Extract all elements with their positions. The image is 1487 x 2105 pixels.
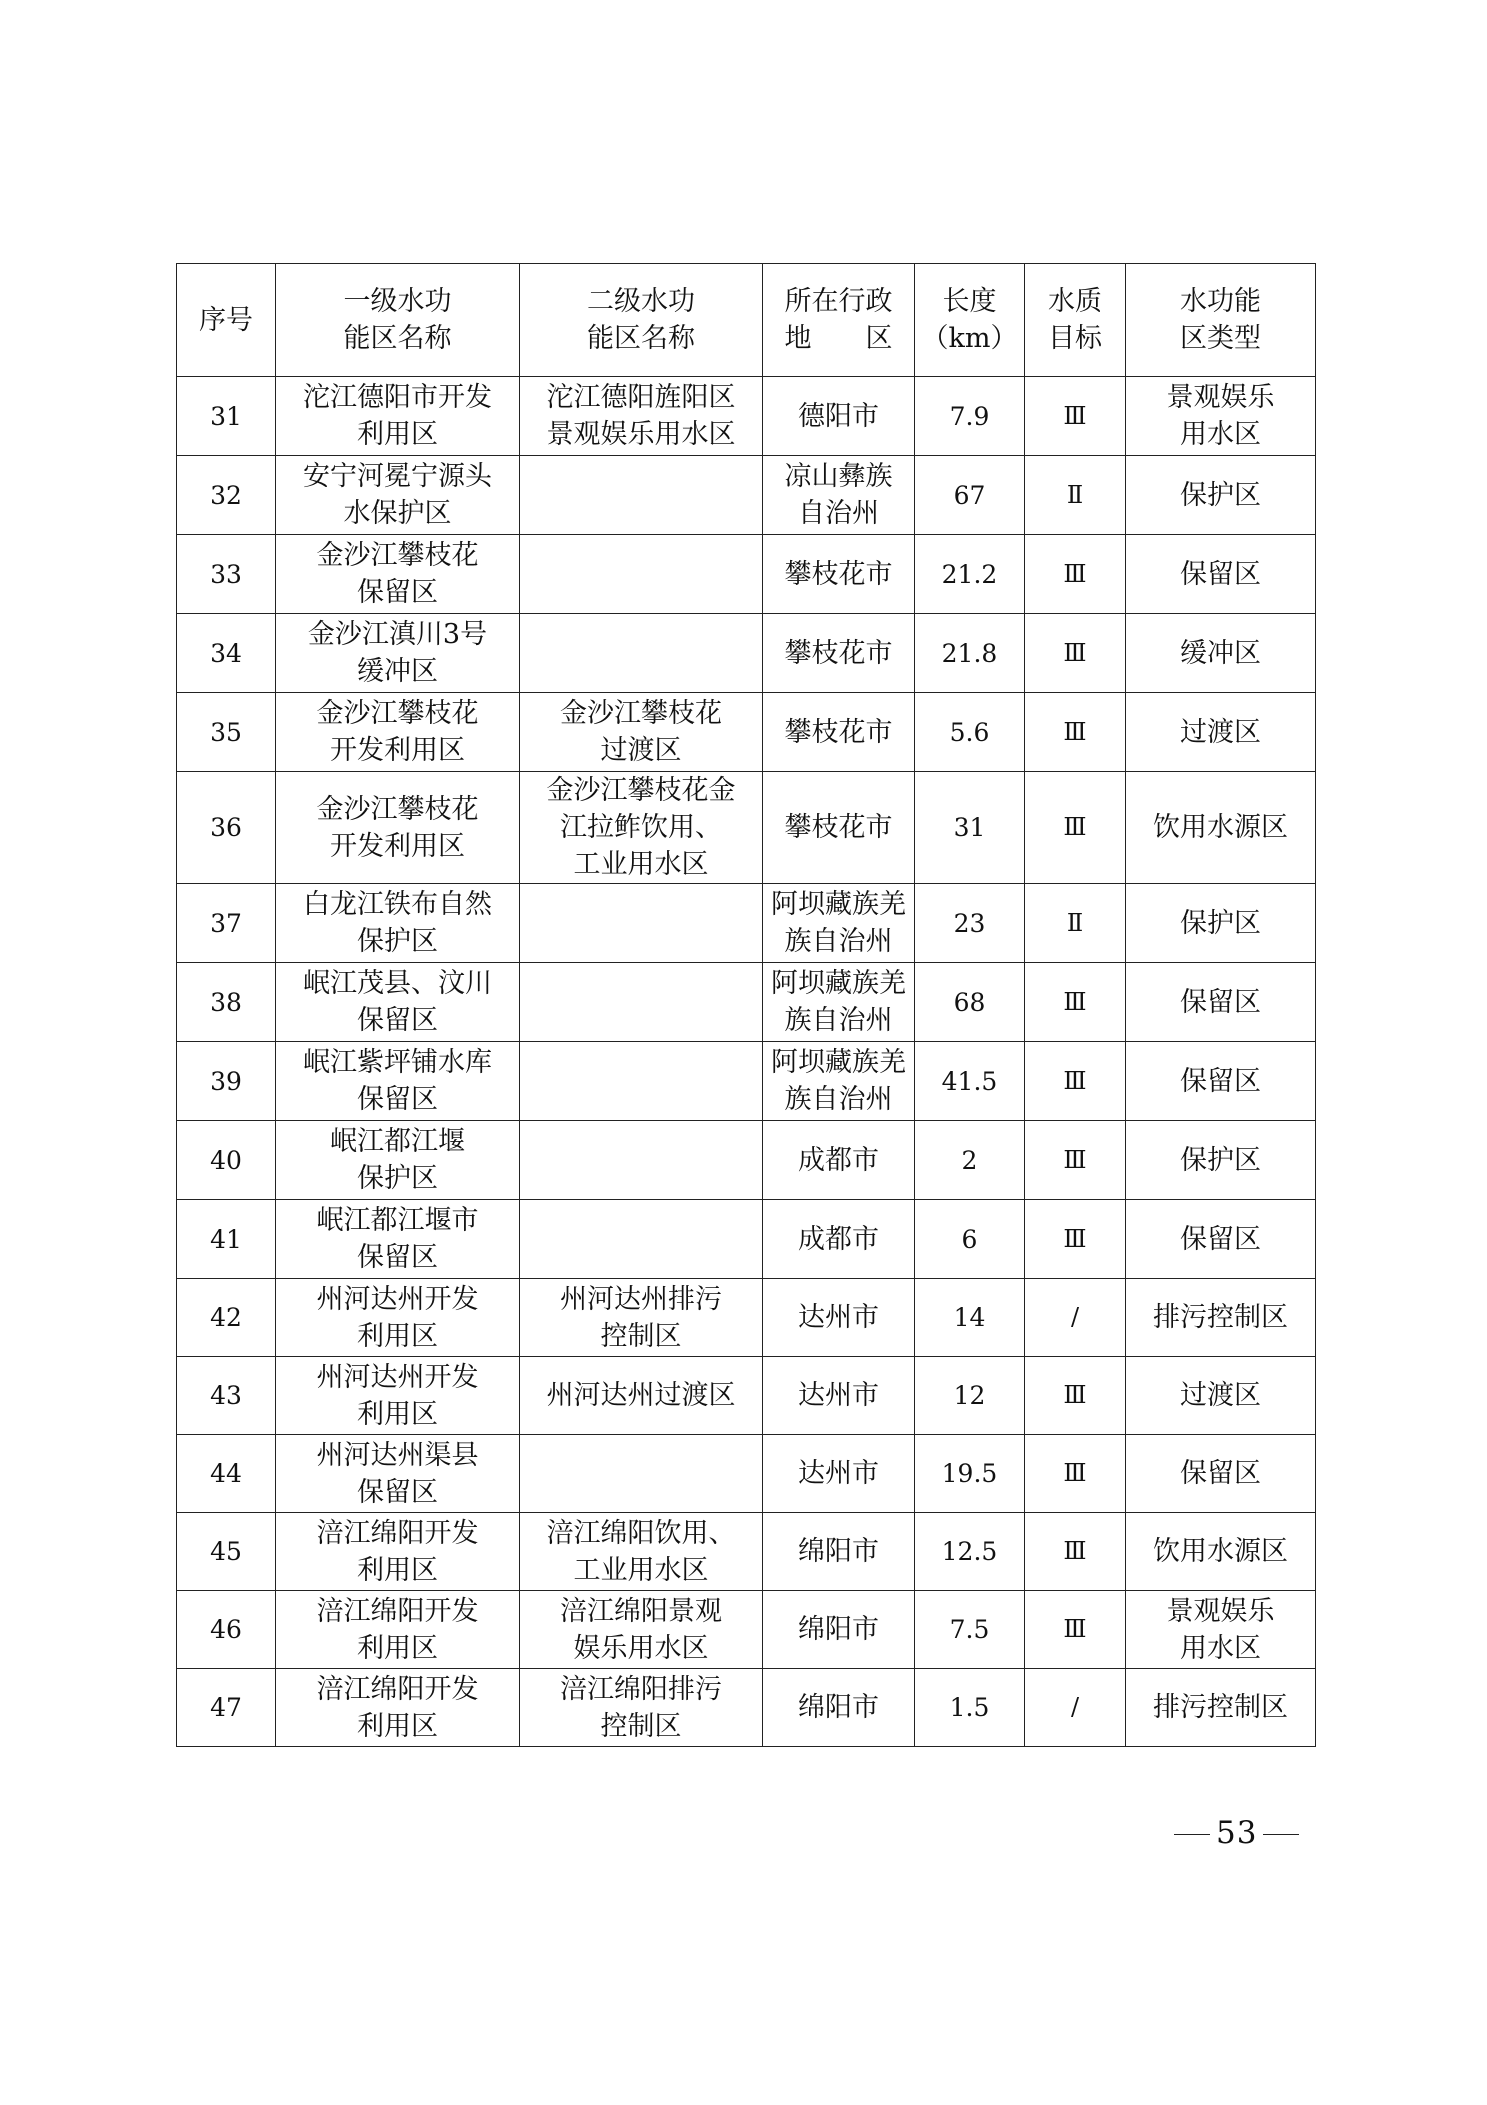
cell-primary-zone: 涪江绵阳开发 利用区 [276, 1669, 520, 1747]
cell-secondary-zone: 州河达州排污 控制区 [520, 1279, 763, 1357]
cell-length: 21.8 [915, 614, 1025, 693]
cell-quality-target: / [1025, 1279, 1126, 1357]
cell-index: 41 [177, 1200, 276, 1279]
cell-admin-region: 阿坝藏族羌 族自治州 [763, 1042, 915, 1121]
cell-secondary-zone: 州河达州过渡区 [520, 1357, 763, 1435]
header-primary-zone: 一级水功 能区名称 [276, 264, 520, 377]
cell-primary-zone: 金沙江攀枝花 开发利用区 [276, 693, 520, 772]
cell-length: 68 [915, 963, 1025, 1042]
header-secondary-zone: 二级水功 能区名称 [520, 264, 763, 377]
cell-primary-zone: 州河达州开发 利用区 [276, 1279, 520, 1357]
cell-index: 36 [177, 772, 276, 884]
page-number: 53 [1216, 1815, 1258, 1851]
cell-zone-type: 排污控制区 [1126, 1669, 1316, 1747]
cell-zone-type: 保留区 [1126, 1200, 1316, 1279]
cell-secondary-zone [520, 1200, 763, 1279]
cell-zone-type: 保留区 [1126, 963, 1316, 1042]
cell-secondary-zone [520, 963, 763, 1042]
cell-zone-type: 过渡区 [1126, 693, 1316, 772]
cell-index: 44 [177, 1435, 276, 1513]
cell-index: 39 [177, 1042, 276, 1121]
cell-primary-zone: 金沙江攀枝花 开发利用区 [276, 772, 520, 884]
cell-secondary-zone: 涪江绵阳景观 娱乐用水区 [520, 1591, 763, 1669]
header-length: 长度 （km） [915, 264, 1025, 377]
cell-index: 42 [177, 1279, 276, 1357]
header-index: 序号 [177, 264, 276, 377]
cell-length: 2 [915, 1121, 1025, 1200]
cell-quality-target: Ⅲ [1025, 963, 1126, 1042]
cell-secondary-zone [520, 1435, 763, 1513]
cell-length: 41.5 [915, 1042, 1025, 1121]
cell-quality-target: / [1025, 1669, 1126, 1747]
cell-quality-target: Ⅲ [1025, 1435, 1126, 1513]
cell-length: 12.5 [915, 1513, 1025, 1591]
cell-admin-region: 德阳市 [763, 377, 915, 456]
cell-quality-target: Ⅲ [1025, 535, 1126, 614]
cell-secondary-zone: 金沙江攀枝花 过渡区 [520, 693, 763, 772]
cell-length: 5.6 [915, 693, 1025, 772]
cell-quality-target: Ⅲ [1025, 1200, 1126, 1279]
cell-quality-target: Ⅲ [1025, 772, 1126, 884]
cell-length: 14 [915, 1279, 1025, 1357]
table-row [177, 535, 1316, 614]
cell-secondary-zone: 涪江绵阳排污 控制区 [520, 1669, 763, 1747]
cell-secondary-zone [520, 456, 763, 535]
cell-admin-region: 绵阳市 [763, 1513, 915, 1591]
cell-index: 32 [177, 456, 276, 535]
cell-admin-region: 绵阳市 [763, 1669, 915, 1747]
table-header-row [177, 264, 1316, 377]
cell-admin-region: 阿坝藏族羌 族自治州 [763, 963, 915, 1042]
cell-index: 38 [177, 963, 276, 1042]
cell-zone-type: 饮用水源区 [1126, 772, 1316, 884]
cell-primary-zone: 金沙江攀枝花 保留区 [276, 535, 520, 614]
cell-secondary-zone: 沱江德阳旌阳区 景观娱乐用水区 [520, 377, 763, 456]
cell-secondary-zone [520, 1042, 763, 1121]
cell-quality-target: Ⅱ [1025, 884, 1126, 963]
cell-zone-type: 缓冲区 [1126, 614, 1316, 693]
cell-secondary-zone: 涪江绵阳饮用、 工业用水区 [520, 1513, 763, 1591]
table-row [177, 963, 1316, 1042]
cell-zone-type: 保护区 [1126, 1121, 1316, 1200]
cell-primary-zone: 岷江茂县、汶川 保留区 [276, 963, 520, 1042]
table-row [177, 693, 1316, 772]
table-row [177, 1121, 1316, 1200]
cell-zone-type: 保留区 [1126, 535, 1316, 614]
cell-primary-zone: 安宁河冕宁源头 水保护区 [276, 456, 520, 535]
cell-admin-region: 攀枝花市 [763, 535, 915, 614]
cell-index: 43 [177, 1357, 276, 1435]
cell-quality-target: Ⅲ [1025, 377, 1126, 456]
cell-admin-region: 攀枝花市 [763, 693, 915, 772]
cell-index: 37 [177, 884, 276, 963]
table-row [177, 1435, 1316, 1513]
cell-zone-type: 保护区 [1126, 456, 1316, 535]
cell-quality-target: Ⅲ [1025, 1357, 1126, 1435]
table-row [177, 1513, 1316, 1591]
cell-secondary-zone [520, 535, 763, 614]
cell-admin-region: 阿坝藏族羌 族自治州 [763, 884, 915, 963]
cell-length: 1.5 [915, 1669, 1025, 1747]
cell-length: 6 [915, 1200, 1025, 1279]
cell-primary-zone: 州河达州开发 利用区 [276, 1357, 520, 1435]
cell-admin-region: 达州市 [763, 1357, 915, 1435]
cell-length: 67 [915, 456, 1025, 535]
cell-primary-zone: 岷江都江堰市 保留区 [276, 1200, 520, 1279]
water-function-zone-table [176, 263, 1316, 1747]
table-body [177, 377, 1316, 1747]
footer-dash-left [1174, 1834, 1210, 1836]
cell-zone-type: 景观娱乐 用水区 [1126, 377, 1316, 456]
table-row [177, 377, 1316, 456]
page-footer [1168, 1815, 1305, 1851]
cell-admin-region: 绵阳市 [763, 1591, 915, 1669]
cell-admin-region: 凉山彝族 自治州 [763, 456, 915, 535]
cell-quality-target: Ⅲ [1025, 693, 1126, 772]
table-row [177, 1200, 1316, 1279]
cell-secondary-zone [520, 1121, 763, 1200]
footer-dash-right [1263, 1834, 1299, 1836]
cell-index: 46 [177, 1591, 276, 1669]
cell-primary-zone: 金沙江滇川3号 缓冲区 [276, 614, 520, 693]
cell-length: 21.2 [915, 535, 1025, 614]
cell-primary-zone: 州河达州渠县 保留区 [276, 1435, 520, 1513]
cell-secondary-zone [520, 614, 763, 693]
header-zone-type: 水功能 区类型 [1126, 264, 1316, 377]
cell-zone-type: 保留区 [1126, 1042, 1316, 1121]
cell-admin-region: 成都市 [763, 1200, 915, 1279]
cell-index: 33 [177, 535, 276, 614]
cell-secondary-zone: 金沙江攀枝花金 江拉鲊饮用、 工业用水区 [520, 772, 763, 884]
cell-length: 23 [915, 884, 1025, 963]
cell-primary-zone: 沱江德阳市开发 利用区 [276, 377, 520, 456]
cell-zone-type: 保留区 [1126, 1435, 1316, 1513]
cell-admin-region: 达州市 [763, 1435, 915, 1513]
cell-primary-zone: 岷江紫坪铺水库 保留区 [276, 1042, 520, 1121]
cell-quality-target: Ⅱ [1025, 456, 1126, 535]
cell-quality-target: Ⅲ [1025, 1591, 1126, 1669]
cell-quality-target: Ⅲ [1025, 614, 1126, 693]
cell-zone-type: 排污控制区 [1126, 1279, 1316, 1357]
table-row [177, 1357, 1316, 1435]
cell-primary-zone: 白龙江铁布自然 保护区 [276, 884, 520, 963]
header-quality-target: 水质 目标 [1025, 264, 1126, 377]
cell-quality-target: Ⅲ [1025, 1121, 1126, 1200]
cell-index: 47 [177, 1669, 276, 1747]
cell-quality-target: Ⅲ [1025, 1042, 1126, 1121]
cell-zone-type: 饮用水源区 [1126, 1513, 1316, 1591]
table-row [177, 884, 1316, 963]
table-row [177, 1591, 1316, 1669]
cell-length: 31 [915, 772, 1025, 884]
cell-zone-type: 过渡区 [1126, 1357, 1316, 1435]
cell-primary-zone: 涪江绵阳开发 利用区 [276, 1513, 520, 1591]
table-row [177, 1669, 1316, 1747]
cell-length: 7.5 [915, 1591, 1025, 1669]
cell-admin-region: 达州市 [763, 1279, 915, 1357]
cell-secondary-zone [520, 884, 763, 963]
cell-length: 7.9 [915, 377, 1025, 456]
cell-index: 35 [177, 693, 276, 772]
cell-index: 31 [177, 377, 276, 456]
cell-admin-region: 成都市 [763, 1121, 915, 1200]
table-row [177, 772, 1316, 884]
cell-zone-type: 保护区 [1126, 884, 1316, 963]
cell-quality-target: Ⅲ [1025, 1513, 1126, 1591]
cell-admin-region: 攀枝花市 [763, 772, 915, 884]
table-row [177, 614, 1316, 693]
header-admin-region: 所在行政 地 区 [763, 264, 915, 377]
cell-admin-region: 攀枝花市 [763, 614, 915, 693]
table-row [177, 456, 1316, 535]
cell-zone-type: 景观娱乐 用水区 [1126, 1591, 1316, 1669]
cell-length: 12 [915, 1357, 1025, 1435]
cell-primary-zone: 岷江都江堰 保护区 [276, 1121, 520, 1200]
cell-index: 45 [177, 1513, 276, 1591]
cell-index: 40 [177, 1121, 276, 1200]
cell-primary-zone: 涪江绵阳开发 利用区 [276, 1591, 520, 1669]
table-row [177, 1042, 1316, 1121]
cell-length: 19.5 [915, 1435, 1025, 1513]
cell-index: 34 [177, 614, 276, 693]
table-row [177, 1279, 1316, 1357]
